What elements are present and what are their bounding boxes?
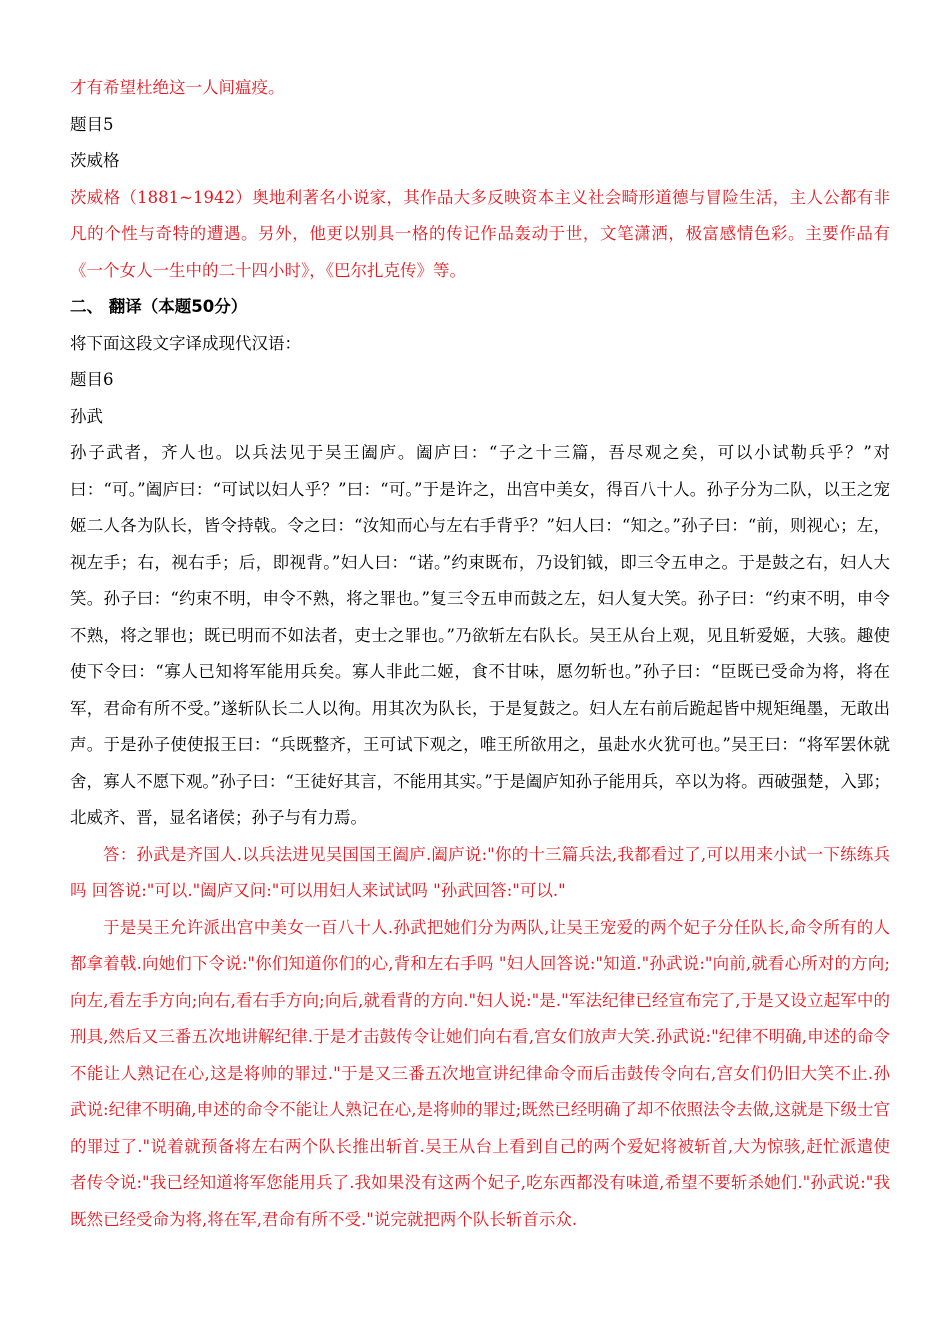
question-6-label: 题目6 [70, 370, 114, 389]
question-5-answer: 茨威格（1881~1942）奥地利著名小说家，其作品大多反映资本主义社会畸形道德与冒险生活，主人公都有非凡的个性与奇特的遭遇。另外，他更以别具一格的传记作品轰动于世，文笔潇洒，极富感情色彩。主要作品有《一个女人一生中的二十四小时》，《巴尔扎克传》等。 [70, 187, 890, 280]
document-page [70, 70, 890, 1238]
question-5-label: 题目5 [70, 114, 114, 134]
section-2-heading: 二、 翻译（本题50分） [70, 297, 248, 316]
question-6-answer-paragraph-1: 答：孙武是齐国人.以兵法进见吴国国王阖庐.阖庐说:"你的十三篇兵法,我都看过了,可以用来小试一下练练兵吗 回答说:"可以."阖庐又问:"可以用妇人来试试吗 "孙武回答:"可以." [70, 844, 890, 900]
previous-answer-tail: 才有希望杜绝这一人间瘟疫。 [70, 78, 285, 97]
question-5-topic: 茨威格 [70, 151, 120, 170]
section-2-instruction: 将下面这段文字译成现代汉语： [70, 333, 301, 353]
question-6-topic: 孙武 [70, 406, 103, 426]
question-6-passage: 孙子武者，齐人也。以兵法见于吴王阖庐。阖庐曰：“子之十三篇，吾尽观之矣，可以小试勒兵乎？”对曰：“可。”阖庐曰：“可试以妇人乎？”曰：“可。”于是许之，出宫中美女，得百八十人。孙子分为二队，以王之宠姬二人各为队长，皆令持戟。令之曰：“汝知而心与左右手背乎？”妇人曰：“知之。”孙子曰：“前，则视心；左，视左手；右，视右手；后，即视背。”妇人曰：“诺。”约束既布，乃设钔钺，即三令五申之。于是鼓之右，妇人大笑。孙子曰：“约束不明，申令不熟，将之罪也。”复三令五申而鼓之左，妇人复大笑。孙子曰：“约束不明，申令不熟，将之罪也；既已明而不如法者，吏士之罪也。”乃欲斩左右队长。吴王从台上观，见且斩爱姬，大骇。趣使使下令曰：“寡人已知将军能用兵矣。寡人非此二姬，食不甘味，愿勿斩也。”孙子曰：“臣既已受命为将，将在军，君命有所不受。”遂斩队长二人以徇。用其次为队长，于是复鼓之。妇人左右前后跪起皆中规矩绳墨，无敢出声。于是孙子使使报王曰：“兵既整齐，王可试下观之，唯王所欲用之，虽赴水火犹可也。”吴王曰：“将军罢休就舍，寡人不愿下观。”孙子曰：“王徒好其言，不能用其实。”于是阖庐知孙子能用兵，卒以为将。西破强楚，入郢；北威齐、晋，显名诸侯；孙子与有力焉。 [70, 443, 890, 827]
question-6-answer-paragraph-2: 于是吴王允许派出宫中美女一百八十人.孙武把她们分为两队,让吴王宠爱的两个妃子分任队长,命令所有的人都拿着戟.向她们下令说:"你们知道你们的心,背和左右手吗 "妇人回答说:"知道."孙武说:"向前,就看心所对的方向;向左,看左手方向;向右,看右手方向;向后,就看背的方向."妇人说:"是."军法纪律已经宣布完了,于是又设立起军中的刑具,然后又三番五次地讲解纪律.于是才击鼓传令让她们向右看,宫女们放声大笑.孙武说:"纪律不明确,申述的命令不能让人熟记在心,这是将帅的罪过."于是又三番五次地宣讲纪律命令而后击鼓传令向右,宫女们仍旧大笑不止.孙武说:纪律不明确,申述的命令不能让人熟记在心,是将帅的罪过;既然已经明确了却不依照法令去做,这就是下级士官的罪过了."说着就预备将左右两个队长推出斩首.吴王从台上看到自己的两个爱妃将被斩首,大为惊骇,赶忙派遣使者传令说:"我已经知道将军您能用兵了.我如果没有这两个妃子,吃东西都没有味道,希望不要斩杀她们."孙武说:"我既然已经受命为将,将在军,君命有所不受."说完就把两个队长斩首示众. [70, 917, 890, 1229]
